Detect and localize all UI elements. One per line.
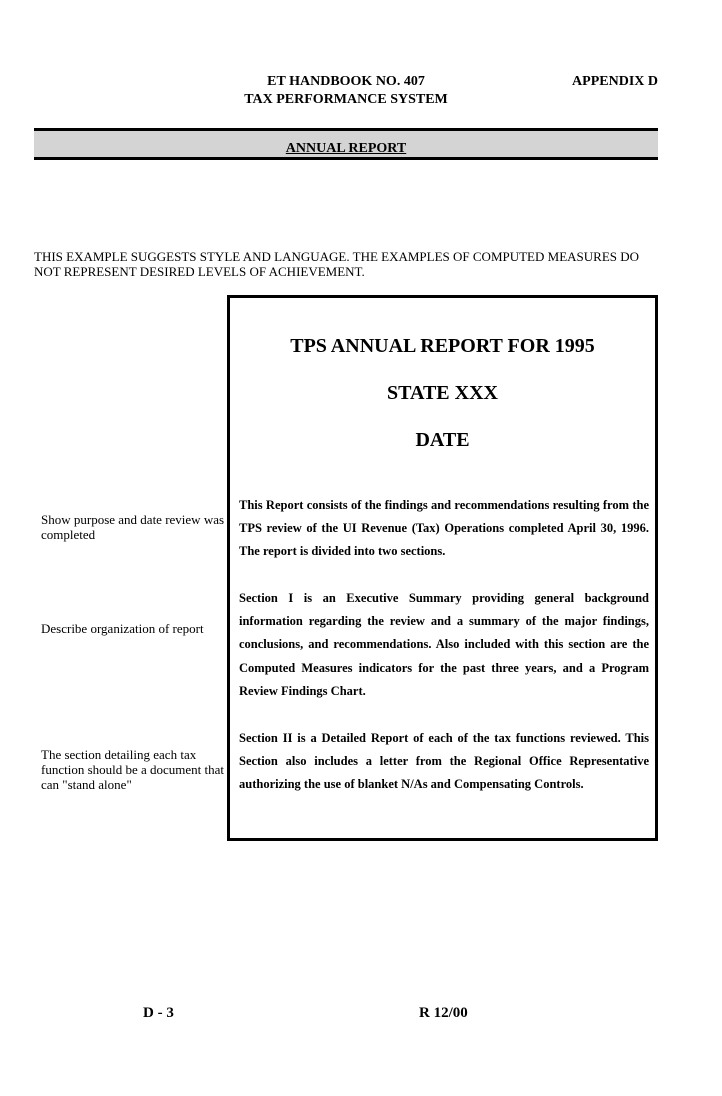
system-title: TAX PERFORMANCE SYSTEM xyxy=(244,92,448,107)
margin-note-organization: Describe organization of report xyxy=(41,621,204,636)
report-paragraph-purpose: This Report consists of the findings and recommendations resulting from the TPS review of the UI Revenue (Tax) Operations completed April 30, 1996. The report is divided into two sections. xyxy=(239,498,649,559)
header-title-block xyxy=(200,73,492,109)
section-title: ANNUAL REPORT xyxy=(285,141,407,156)
margin-note-purpose: Show purpose and date review was completed xyxy=(41,512,225,542)
report-title: TPS ANNUAL REPORT FOR 1995 xyxy=(290,335,595,357)
report-state: STATE XXX xyxy=(387,382,498,404)
report-date: DATE xyxy=(415,429,470,451)
report-paragraph-section-two: Section II is a Detailed Report of each of the tax functions reviewed. This Section also includes a letter from the Regional Office Representative authorizing the use of blanket N/As and Compensating Controls. xyxy=(239,731,649,792)
report-paragraph-section-one: Section I is an Executive Summary providing general background information regarding the review and a summary of the major findings, conclusions, and recommendations. Also included with this section are the Computed Measures indicators for the past three years, and a Program Review Findings Chart. xyxy=(239,591,649,698)
revision-code: R 12/00 xyxy=(419,1005,468,1021)
disclaimer-text: THIS EXAMPLE SUGGESTS STYLE AND LANGUAGE. THE EXAMPLES OF COMPUTED MEASURES DO NOT REPRESENT DESIRED LEVELS OF ACHIEVEMENT. xyxy=(34,249,640,279)
page-number: D - 3 xyxy=(143,1005,174,1021)
section-band xyxy=(34,128,658,160)
margin-note-stand-alone: The section detailing each tax function should be a document that can "stand alone" xyxy=(41,747,225,792)
handbook-title: ET HANDBOOK NO. 407 xyxy=(267,74,425,89)
appendix-label: APPENDIX D xyxy=(572,74,658,89)
sample-report-box xyxy=(227,295,658,841)
